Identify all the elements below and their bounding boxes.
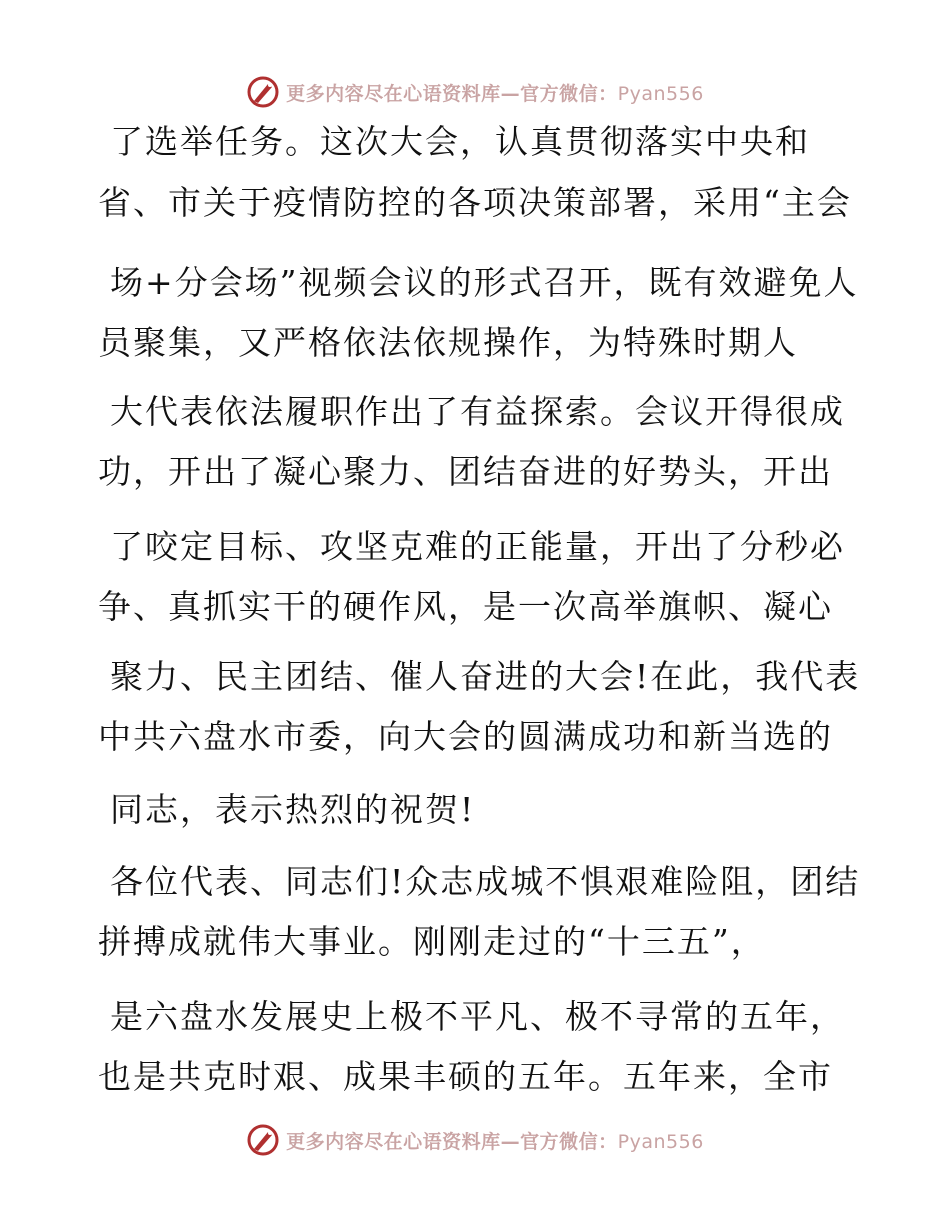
text-line: 中共六盘水市委，向大会的圆满成功和新当选的 [98,717,833,756]
banner-slogan: 更多内容尽在心语资料库—官方微信： [286,1130,618,1153]
text-line: 也是共克时艰、成果丰硕的五年。五年来，全市 [98,1057,833,1096]
banner-text [286,1127,704,1154]
text-line: 了选举任务。这次大会，认真贯彻落实中央和 [110,122,810,161]
banner-wechat-id: Pyan556 [617,82,704,105]
text-line: 省、市关于疫情防控的各项决策部署，采用“主会 [98,183,852,222]
footer-banner [0,1120,950,1160]
text-line: 场+分会场”视频会议的形式召开，既有效避免人 [110,263,859,302]
quill-logo-icon [246,75,280,109]
banner-wechat-id: Pyan556 [617,1130,704,1153]
text-line: 同志，表示热烈的祝贺! [110,790,476,829]
banner-text [286,79,704,106]
text-line: 员聚集，又严格依法依规操作，为特殊时期人 [98,323,798,362]
text-line: 拼搏成就伟大事业。刚刚走过的“十三五”， [98,922,766,961]
text-line: 各位代表、同志们!众志成城不惧艰难险阻，团结 [110,862,861,901]
text-line: 功，开出了凝心聚力、团结奋进的好势头，开出 [98,452,833,491]
text-line: 大代表依法履职作出了有益探索。会议开得很成 [110,392,845,431]
text-line: 聚力、民主团结、催人奋进的大会!在此，我代表 [110,657,861,696]
text-line: 了咬定目标、攻坚克难的正能量，开出了分秒必 [110,527,845,566]
quill-logo-icon [246,1123,280,1157]
text-line: 争、真抓实干的硬作风，是一次高举旗帜、凝心 [98,587,833,626]
header-banner [0,72,950,112]
text-line: 是六盘水发展史上极不平凡、极不寻常的五年， [110,997,845,1036]
banner-slogan: 更多内容尽在心语资料库—官方微信： [286,82,618,105]
